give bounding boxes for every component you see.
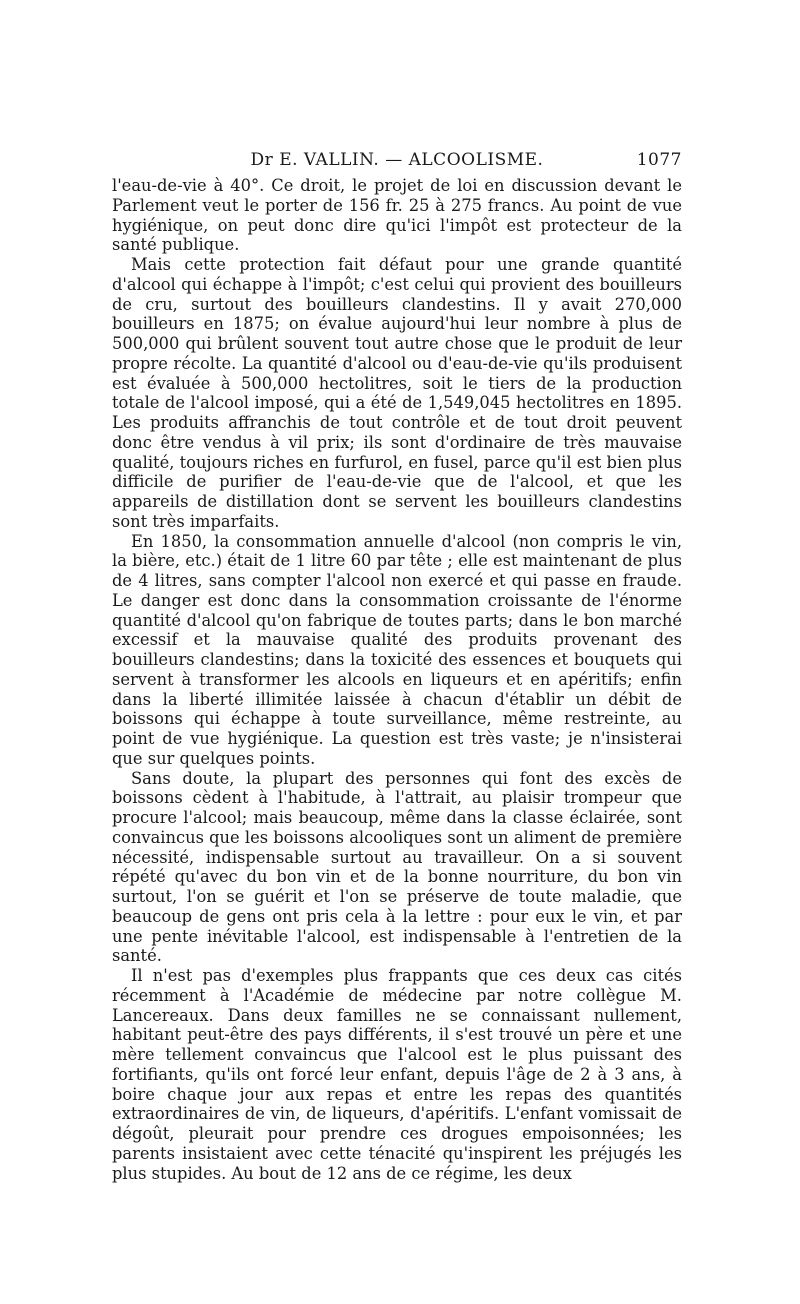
running-head: [112, 148, 682, 176]
book-page: [112, 148, 682, 1183]
paragraph-3: En 1850, la consommation annuelle d'alcool (non compris le vin, la bière, etc.) était de 1 litre 60 par tête ; elle est maintenant de plus de 4 litres, sans compter l'alcool non exercé et qui passe en fraude. Le danger est donc dans la consommation croissante de l'énorme quantité d'alcool qu'on fabrique de toutes parts; dans le bon marché excessif et la mauvaise qualité des produits provenant des bouilleurs clandestins; dans la toxicité des essences et bouquets qui servent à transformer les alcools en liqueurs et en apéritifs; enfin dans la liberté illimitée laissée à chacun d'établir un débit de boissons qui échappe à toute surveillance, même restreinte, au point de vue hygiénique. La question est très vaste; je n'insisterai que sur quelques points.: [112, 531, 682, 768]
paragraph-5: Il n'est pas d'exemples plus frappants que ces deux cas cités récemment à l'Académie de médecine par notre collègue M. Lancereaux. Dans deux familles ne se connaissant nullement, habitant peut-être des pays différents, il s'est trouvé un père et une mère tellement convaincus que l'alcool est le plus puissant des fortifiants, qu'ils ont forcé leur enfant, depuis l'âge de 2 à 3 ans, à boire chaque jour aux repas et entre les repas des quantités extraordinaires de vin, de liqueurs, d'apéritifs. L'enfant vomissait de dégoût, pleurait pour prendre ces drogues empoisonnées; les parents insistaient avec cette ténacité qu'inspirent les préjugés les plus stupides. Au bout de 12 ans de ce régime, les deux: [112, 966, 682, 1183]
page-number: 1077: [636, 150, 682, 170]
paragraph-4: Sans doute, la plupart des personnes qui font des excès de boissons cèdent à l'habitude, à l'attrait, au plaisir trompeur que procure l'alcool; mais beaucoup, même dans la classe éclairée, sont convaincus que les boissons alcooliques sont un aliment de première nécessité, indispensable surtout au travailleur. On a si souvent répété qu'avec du bon vin et de la bonne nourriture, du bon vin surtout, l'on se guérit et l'on se préserve de toute maladie, que beaucoup de gens ont pris cela à la lettre : pour eux le vin, et par une pente inévitable l'alcool, est indispensable à l'entretien de la santé.: [112, 768, 682, 966]
body-text: [112, 176, 682, 1183]
running-head-title: Dr E. VALLIN. — ALCOOLISME.: [250, 150, 544, 170]
paragraph-2: Mais cette protection fait défaut pour une grande quantité d'alcool qui échappe à l'impôt; c'est celui qui provient des bouilleurs de cru, surtout des bouilleurs clandestins. Il y avait 270,000 bouilleurs en 1875; on évalue aujourd'hui leur nombre à plus de 500,000 qui brûlent souvent tout autre chose que le produit de leur propre récolte. La quantité d'alcool ou d'eau-de-vie qu'ils produisent est évaluée à 500,000 hectolitres, soit le tiers de la production totale de l'alcool imposé, qui a été de 1,549,045 hectolitres en 1895. Les produits affranchis de tout contrôle et de tout droit peuvent donc être vendus à vil prix; ils sont d'ordinaire de très mauvaise qualité, toujours riches en furfurol, en fusel, parce qu'il est bien plus difficile de purifier de l'eau-de-vie que de l'alcool, et que les appareils de distillation dont se servent les bouilleurs clandestins sont très imparfaits.: [112, 255, 682, 531]
paragraph-1: l'eau-de-vie à 40°. Ce droit, le projet de loi en discussion devant le Parlement veut le porter de 156 fr. 25 à 275 francs. Au point de vue hygiénique, on peut donc dire qu'ici l'impôt est protecteur de la santé publique.: [112, 176, 682, 255]
